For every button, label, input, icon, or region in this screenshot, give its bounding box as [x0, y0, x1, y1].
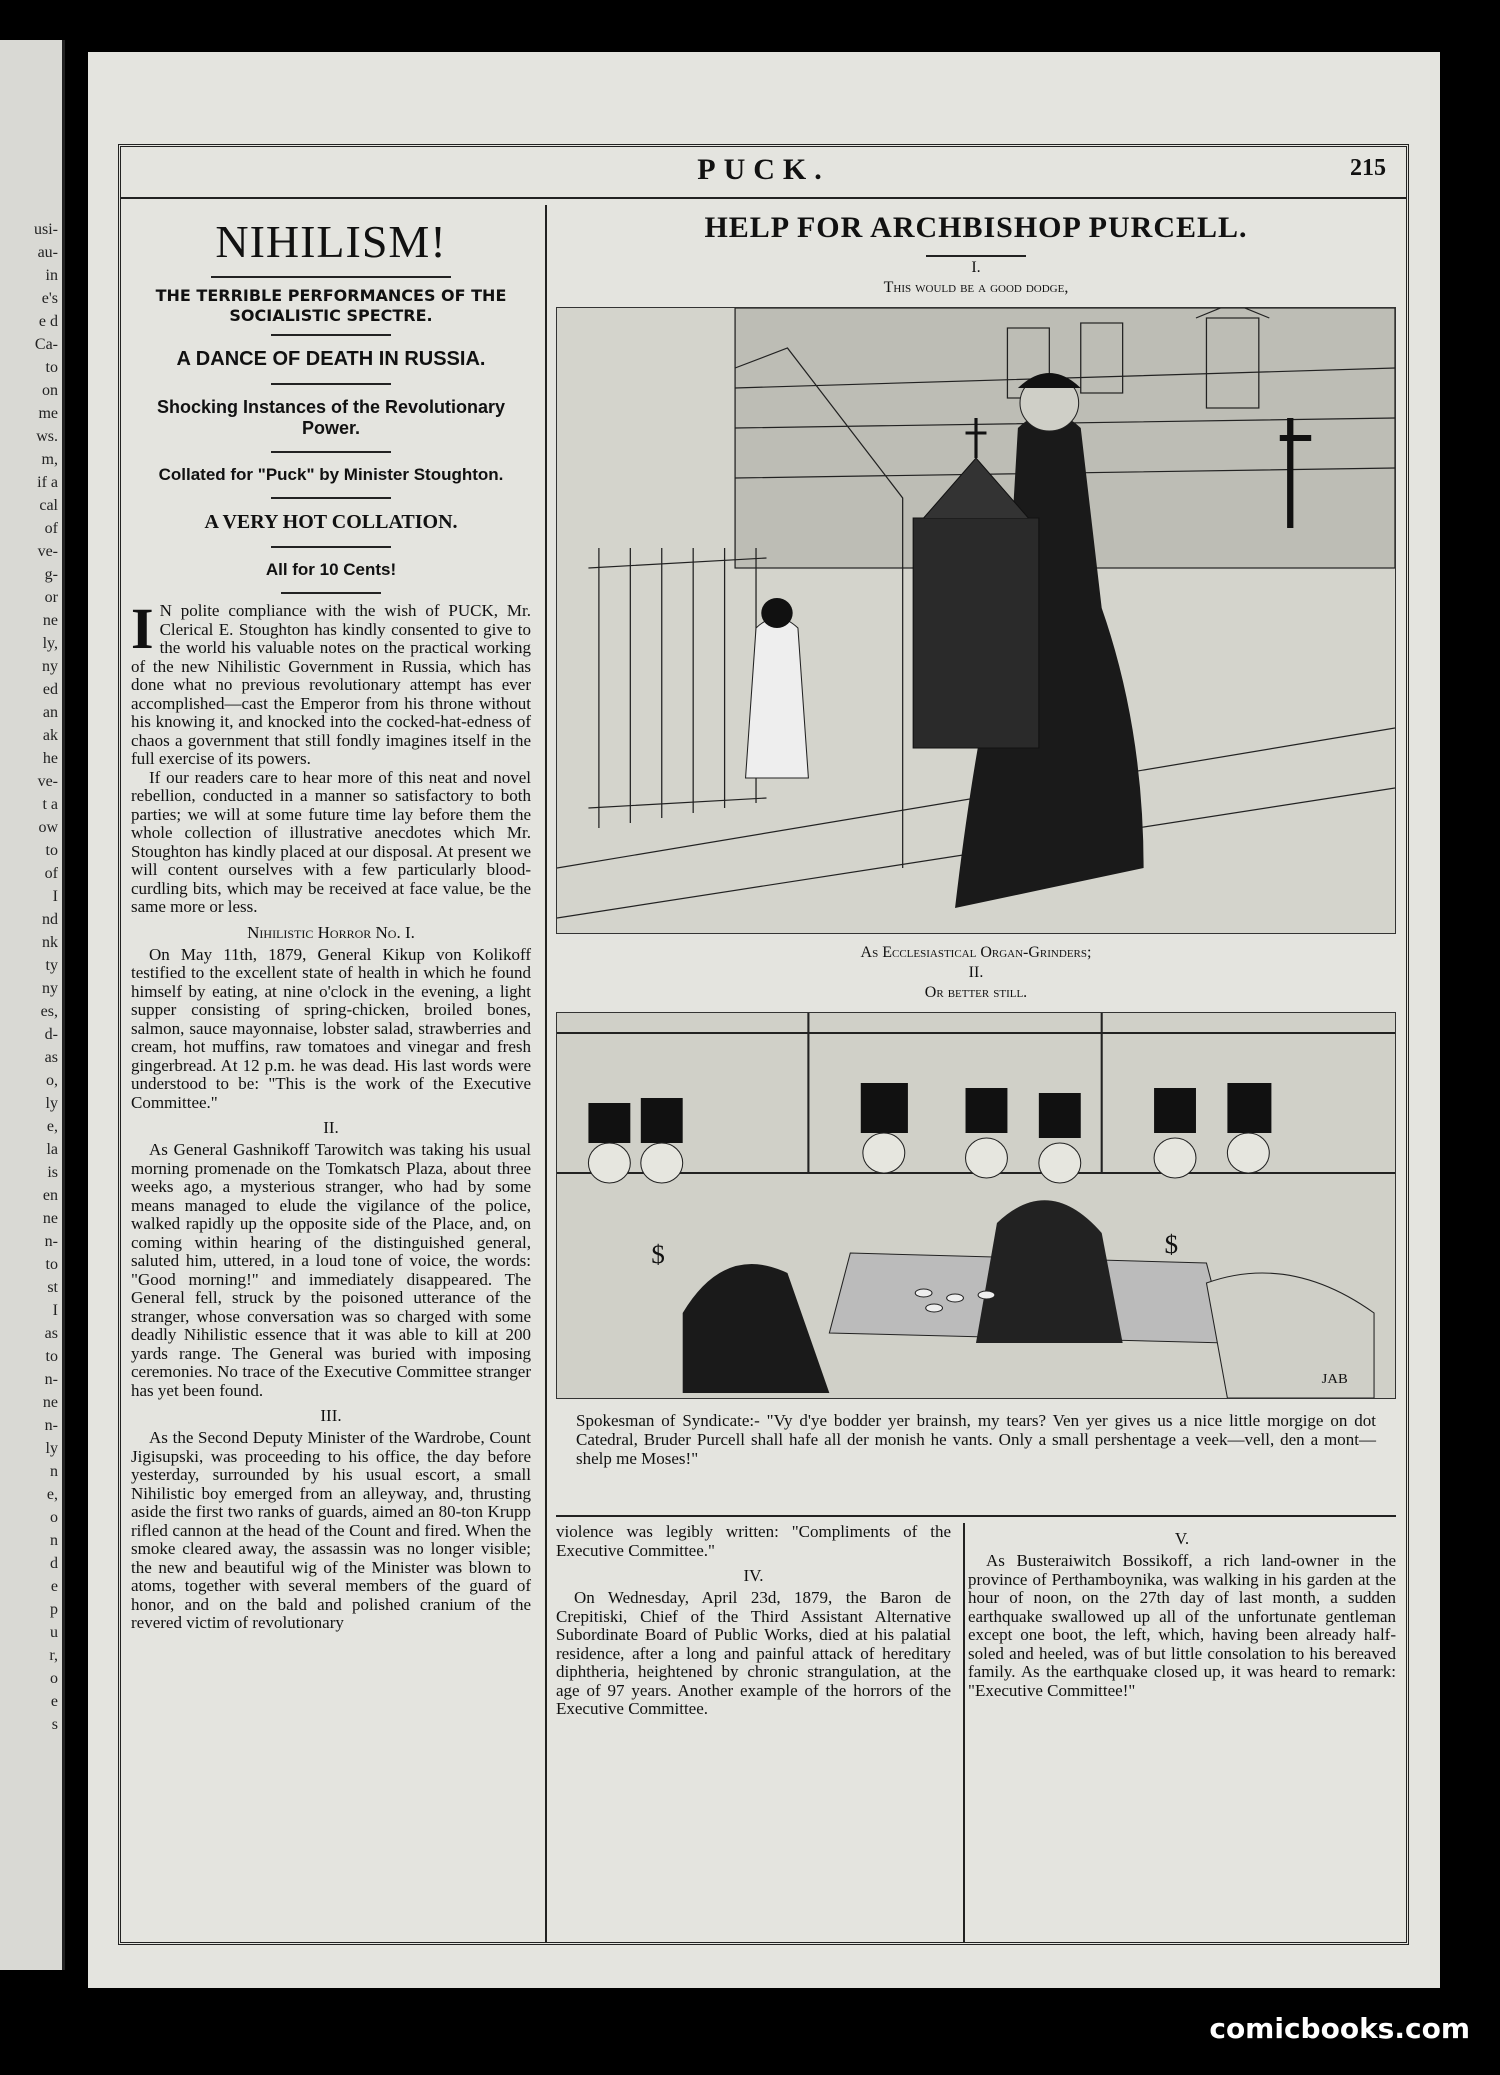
left-page-fragment: es, — [40, 1003, 58, 1020]
nihilism-article — [131, 205, 547, 1942]
left-page-fragment: usi- — [34, 221, 58, 238]
horror-5-text: As Busteraiwitch Bossikoff, a rich land-owner in the province of Perthamboynika, was walking in his garden at the hour of noon, on the 27th day of last month, a sudden earthquake swallowed up all of the unfortunate gentleman except one boot, the left, which, having been already half-soled and heeled, was of but little consolation to his bereaved family. As the earthquake closed up, it was heard to remark: "Executive Committee!" — [968, 1551, 1396, 1700]
left-page-fragment: ly, — [42, 635, 58, 652]
panel-2-top-caption: Or better still. — [924, 984, 1028, 1001]
left-page-fragment: ne — [42, 1394, 58, 1411]
left-page-fragment: o, — [46, 1072, 58, 1089]
left-page-fragment: d- — [44, 1026, 58, 1043]
left-page-fragment: to — [45, 1256, 58, 1273]
left-page-fragment: as — [44, 1049, 58, 1066]
left-page-fragment: m, — [41, 451, 58, 468]
horror-5-heading: V. — [1174, 1529, 1190, 1548]
horror-3-text: As the Second Deputy Minister of the Wardrobe, Count Jigisupski, was proceeding to his office, the day before yesterday, surrounded by his usual escort, a small Nihilistic boy emerged from an alleyway, and, thrusting aside the first two ranks of guards, aimed an 80-ton Krupp rifled cannon at the head of the Count and fired. When the smoke cleared away, the assassin was no longer visible; the new and beautiful wig of the Minister was blown to atoms, together with several members of the guard of honor, and on the bald and polished cranium of the revered victim of revolutionary — [131, 1428, 531, 1632]
left-page-fragment: as — [44, 1325, 58, 1342]
left-page-fragment: o — [50, 1670, 58, 1687]
left-page-fragment: g- — [44, 566, 58, 583]
left-page-fragment: in — [45, 267, 58, 284]
page-number: 215 — [1350, 155, 1386, 181]
panel-2-illustration — [556, 1012, 1396, 1399]
dollar-mark: $ — [651, 1239, 665, 1269]
left-page-fragment: ly — [45, 1440, 58, 1457]
continued-column-1 — [556, 1523, 965, 1942]
dollar-mark: $ — [1164, 1229, 1179, 1259]
artist-signature: JAB — [1321, 1371, 1348, 1387]
left-page-fragment: e — [50, 1578, 58, 1595]
intro-text: N polite compliance with the wish of PUCK, Mr. Clerical E. Stoughton has kindly consented to give to the world his valuable notes on the practical working of the new Nihilistic Government in Russia, which has done what no previous revolutionary attempt has ever accomplished—cast the Emperor from his throne without his knowing it, and knocked into the cocked-hat-edness of chaos a government that still fondly imagines itself in the full exercise of its powers. — [131, 601, 531, 768]
left-page-fragment: la — [46, 1141, 58, 1158]
left-page-fragment: ny — [42, 658, 58, 675]
left-page-fragment: ve- — [37, 773, 58, 790]
panel-1-number: I. — [971, 259, 981, 276]
panel-1-illustration — [556, 307, 1396, 934]
left-page-fragment: n- — [44, 1417, 58, 1434]
left-page-fragment: ak — [42, 727, 58, 744]
left-page-fragment: of — [44, 865, 58, 882]
left-page-fragment: nd — [42, 911, 58, 928]
newspaper-page — [88, 52, 1440, 1988]
left-page-fragment: of — [44, 520, 58, 537]
left-page-fragment: e — [50, 1693, 58, 1710]
left-page-fragment: o — [50, 1509, 58, 1526]
article-subtitle: THE TERRIBLE PERFORMANCES OF THE SOCIALISTIC SPECTRE. — [155, 286, 507, 325]
continued-columns — [556, 1515, 1396, 1942]
left-page-fragment: nk — [42, 934, 58, 951]
header — [121, 147, 1406, 199]
left-page-fragment: st — [47, 1279, 58, 1296]
divider — [211, 276, 451, 278]
left-page-fragment: n — [50, 1532, 58, 1549]
panel-1-bottom-caption: As Ecclesiastical Organ-Grinders; — [860, 944, 1092, 961]
left-page-fragment: ly — [45, 1095, 58, 1112]
left-page-fragment: s — [51, 1716, 58, 1733]
horror-4-heading: IV. — [743, 1566, 764, 1585]
left-page-fragment: ws. — [36, 428, 58, 445]
divider — [271, 546, 391, 548]
left-page-fragment: is — [47, 1164, 58, 1181]
intro-paragraph — [131, 596, 531, 769]
left-page-fragment: e, — [46, 1486, 58, 1503]
left-page-fragment: ed — [42, 681, 58, 698]
left-page-fragment: p — [50, 1601, 58, 1618]
left-page-fragment: cal — [39, 497, 58, 514]
left-page-fragment: e d — [38, 313, 58, 330]
article-title: NIHILISM! — [215, 216, 447, 267]
continued-column-2 — [968, 1523, 1396, 1942]
divider — [281, 592, 381, 594]
panel-2-number: II. — [968, 964, 984, 981]
panel-1-top-caption: This would be a good dodge, — [883, 279, 1069, 296]
left-page-fragment: n- — [44, 1371, 58, 1388]
syndicate-drawing — [557, 1013, 1395, 1398]
divider — [926, 255, 1027, 257]
horror-1-heading: Nihilistic Horror No. I. — [247, 922, 415, 942]
left-page-fragment: t a — [42, 796, 58, 813]
paragraph-2: If our readers care to hear more of this neat and novel rebellion, conducted in a manner so satisfactory to both parties; we will at some future time lay before them the whole collection of illustrative anecdotes which Mr. Stoughton has kindly placed at our disposal. At present we will content ourselves with a few particularly blood-curdling bits, which may be received at face value, be the same more or less. — [131, 767, 531, 916]
left-page-fragment: ny — [42, 980, 58, 997]
drop-cap: I — [131, 596, 154, 661]
left-page-fragment: u — [50, 1624, 58, 1641]
left-page-fragment: e's — [41, 290, 58, 307]
left-page-fragment: au- — [37, 244, 58, 261]
left-page-fragment: I — [52, 888, 58, 905]
left-page-fragment: to — [45, 1348, 58, 1365]
headline-hot-collation: A VERY HOT COLLATION. — [204, 511, 458, 533]
site-watermark: comicbooks.com — [1209, 2012, 1470, 2045]
horror-1-text: On May 11th, 1879, General Kikup von Kolikoff testified to the excellent state of health in which he found himself by eating, at nine o'clock in the evening, a light supper consisting of spring-chicken, broiled bones, salmon, sauce mayonnaise, lobster salad, strawberries and cream, hot muffins, raw tomatoes and vinegar and fresh gingerbread. At 12 p.m. he was dead. His last words were understood to be: "This is the work of the Executive Committee." — [131, 944, 531, 1112]
horror-3-continued: violence was legibly written: "Compliments of the Executive Committee." — [556, 1522, 951, 1560]
left-page-fragment: I — [52, 1302, 58, 1319]
left-page-fragment: if a — [37, 474, 58, 491]
divider — [271, 497, 391, 499]
masthead: PUCK. — [697, 153, 830, 186]
left-page-fragment: n- — [44, 1233, 58, 1250]
left-page-fragment: me — [38, 405, 58, 422]
left-page-fragment: ve- — [37, 543, 58, 560]
left-page-fragment: or — [44, 589, 58, 606]
left-page-fragment: to — [45, 359, 58, 376]
left-page-fragment: to — [45, 842, 58, 859]
headline-price: All for 10 Cents! — [265, 560, 397, 579]
left-page-fragment: d — [50, 1555, 58, 1572]
cartoon-title: HELP FOR ARCHBISHOP PURCELL. — [704, 211, 1248, 244]
horror-2-text: As General Gashnikoff Tarowitch was taking his usual morning promenade on the Tomkatsch Plaza, about three weeks ago, a mysterious stranger, who had by some means managed to elude the vigilance of the police, walked rapidly up the opposite side of the Place, and, on coming within hearing of the distinguished general, saluted him, uttered, in a loud tone of voice, the words: "Good morning!" and immediately disappeared. The General fell, struck by the poisoned utterance of the stranger, whose conversation was so charged with some deadly Nihilistic essence that it was able to kill at 200 yards range. The General was buried with imposing ceremonies. No trace of the Executive Committee stranger has yet been found. — [131, 1140, 531, 1400]
headline-dance-of-death: A DANCE OF DEATH IN RUSSIA. — [176, 348, 486, 370]
page-frame — [118, 144, 1409, 1945]
headline-shocking: Shocking Instances of the Revolutionary Power. — [156, 397, 506, 438]
left-page-fragment: ne — [42, 1210, 58, 1227]
left-page-fragment: r, — [49, 1647, 58, 1664]
left-page-fragment: ty — [45, 957, 58, 974]
left-page-fragment: en — [42, 1187, 58, 1204]
cartoon-section — [556, 205, 1396, 1495]
divider — [271, 451, 391, 453]
divider — [271, 334, 391, 336]
left-page-fragment: Ca- — [34, 336, 58, 353]
horror-2-heading: II. — [323, 1118, 339, 1137]
organ-grinder-drawing — [557, 308, 1395, 933]
headline-collated: Collated for "Puck" by Minister Stoughton. — [158, 465, 504, 484]
horror-3-heading: III. — [320, 1406, 342, 1425]
left-page-fragment: he — [42, 750, 58, 767]
panel-2-caption: Spokesman of Syndicate:- "Vy d'ye bodder yer brainsh, my tears? Ven yer gives us a nice little morgige on dot Catedral, Bruder Purcell shall hafe all der monish he vants. Only a small pershentage a veek—vell, den a mont—shelp me Moses!" — [576, 1411, 1376, 1468]
left-page-fragment: e, — [46, 1118, 58, 1135]
divider — [271, 383, 391, 385]
left-page-edge — [0, 40, 65, 1970]
left-page-fragment: n — [50, 1463, 58, 1480]
left-page-fragment: ne — [42, 612, 58, 629]
left-page-fragment: ow — [38, 819, 58, 836]
horror-4-text: On Wednesday, April 23d, 1879, the Baron de Crepitiski, Chief of the Third Assistant Alternative Subordinate Board of Public Works, died at his palatial residence, after a long and painful attack of hereditary diphtheria, heightened by chronic strangulation, at the age of 97 years. Another example of the horrors of the Executive Committee. — [556, 1588, 951, 1718]
left-page-fragment: on — [42, 382, 58, 399]
left-page-fragment: an — [42, 704, 58, 721]
